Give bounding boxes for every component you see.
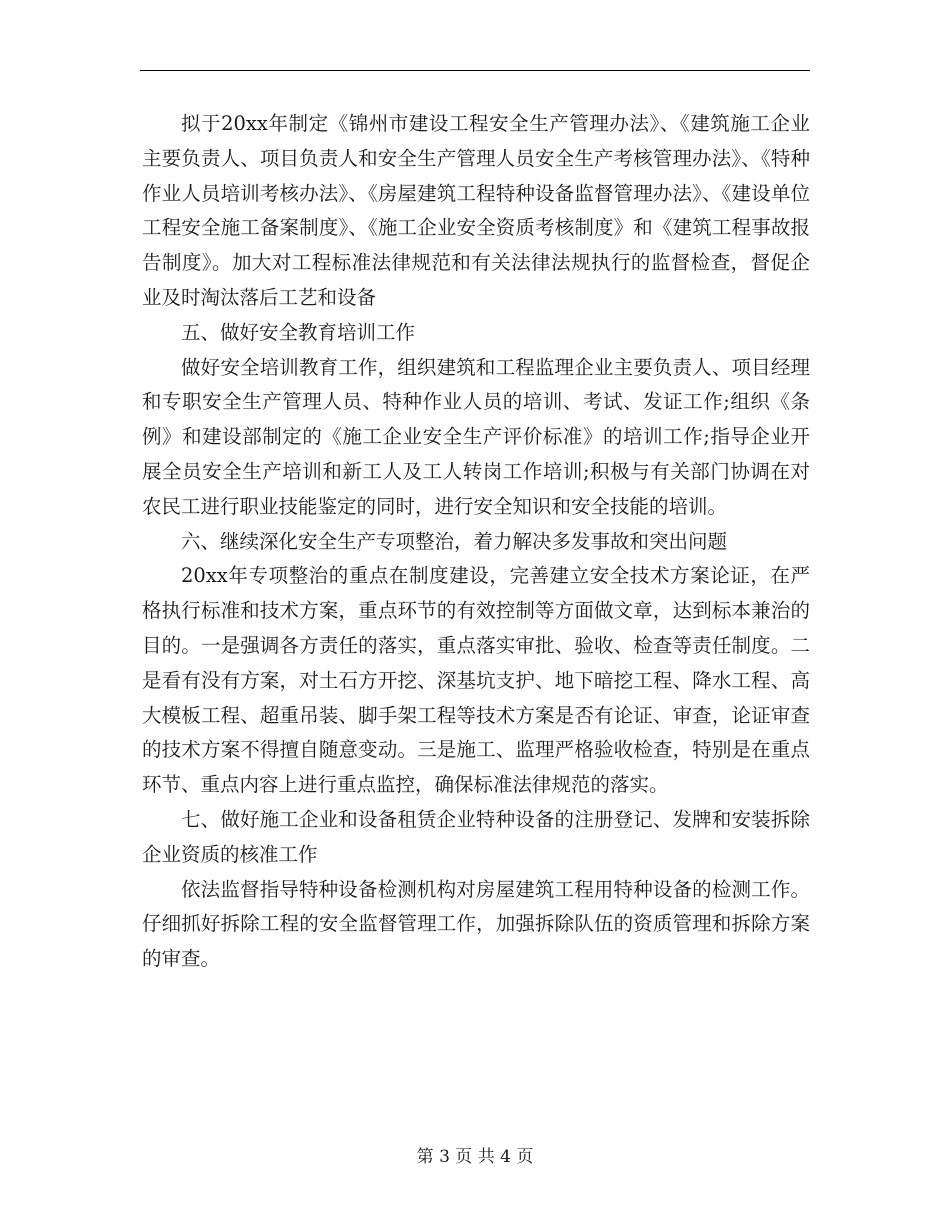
paragraph-equipment-inspection: 依法监督指导特种设备检测机构对房屋建筑工程用特种设备的检测工作。仔细抓好拆除工程的安全监督管理工作，加强拆除队伍的资质管理和拆除方案的审查。 — [142, 877, 810, 971]
heading-section-five: 五、做好安全教育培训工作 — [181, 320, 416, 344]
paragraph-training: 做好安全培训教育工作，组织建筑和工程监理企业主要负责人、项目经理和专职安全生产管理人员、特种作业人员的培训、考试、发证工作;组织《条例》和建设部制定的《施工企业安全生产评价标准》的培训工作;指导企业开展全员安全生产培训和新工人及工人转岗工作培训;积极与有关部门协调在对农民工进行职业技能鉴定的同时，进行安全知识和安全技能的培训。 — [142, 355, 810, 518]
paragraph-regulations: 拟于20xx年制定《锦州市建设工程安全生产管理办法》、《建筑施工企业主要负责人、项目负责人和安全生产管理人员安全生产考核管理办法》、《特种作业人员培训考核办法》、《房屋建筑工程特种设备监督管理办法》、《建设单位工程安全施工备案制度》、《施工企业安全资质考核制度》和《建筑工程事故报告制度》。加大对工程标准法律规范和有关法律法规执行的监督检查，督促企业及时淘汰落后工艺和设备 — [142, 112, 810, 309]
document-body — [142, 107, 810, 977]
heading-section-six: 六、继续深化安全生产专项整治，着力解决多发事故和突出问题 — [181, 529, 728, 553]
header-rule — [140, 70, 810, 71]
heading-section-seven: 七、做好施工企业和设备租赁企业特种设备的注册登记、发牌和安装拆除企业资质的核准工作 — [142, 807, 810, 866]
page-number-footer: 第 3 页 共 4 页 — [416, 1147, 534, 1167]
paragraph-special-rectification: 20xx年专项整治的重点在制度建设，完善建立安全技术方案论证，在严格执行标准和技术方案，重点环节的有效控制等方面做文章，达到标本兼治的目的。一是强调各方责任的落实，重点落实审批、验收、检查等责任制度。二是看有没有方案，对土石方开挖、深基坑支护、地下暗挖工程、降水工程、高大模板工程、超重吊装、脚手架工程等技术方案是否有论证、审查，论证审查的技术方案不得擅自随意变动。三是施工、监理严格验收检查，特别是在重点环节、重点内容上进行重点监控，确保标准法律规范的落实。 — [142, 564, 810, 797]
